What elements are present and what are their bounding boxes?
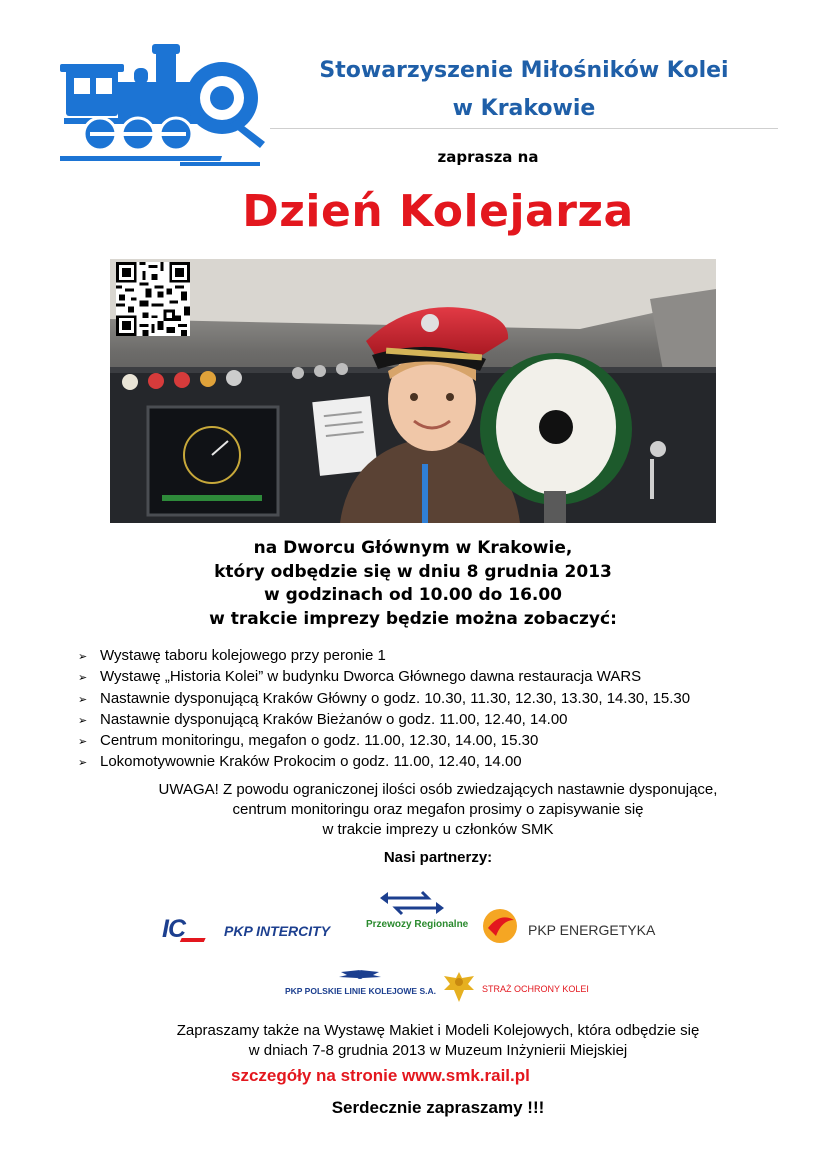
list-item [78, 752, 690, 773]
header-divider [270, 128, 778, 129]
pkp-plk-logo [285, 966, 435, 1002]
eagle-emblem-icon [440, 968, 478, 1008]
website-link[interactable]: szczegóły na stronie www.smk.rail.pl [231, 1066, 530, 1085]
arrow-bullet-icon: ➢ [78, 736, 88, 749]
regional-name: Przewozy Regionalne [366, 919, 469, 930]
pkp-intercity-logo [162, 915, 352, 946]
list-item [78, 689, 690, 710]
list-item-text: Nastawnie dysponującą Kraków Bieżanów o godz. 11.00, 12.40, 14.00 [100, 710, 568, 728]
list-item-text: Lokomotywownie Kraków Prokocim o godz. 11.00, 12.40, 14.00 [100, 753, 522, 771]
footer-line-1: Zapraszamy także na Wystawę Makiet i Modeli Kolejowych, która odbędzie się [176, 1022, 700, 1039]
notice-line-2: centrum monitoringu oraz megafon prosimy o zapisywanie się [232, 801, 644, 818]
energetyka-flame-icon [480, 906, 520, 944]
exhibition-invitation [0, 1021, 826, 1061]
organization-name-line2: w Krakowie [452, 96, 596, 121]
event-location: na Dworcu Głównym w Krakowie, [253, 538, 573, 558]
arrow-bullet-icon: ➢ [78, 757, 88, 770]
list-item-text: Wystawę taboru kolejowego przy peronie 1 [100, 647, 386, 664]
footer-line-2: w dniach 7-8 grudnia 2013 w Muzeum Inżynierii Miejskiej [248, 1042, 628, 1059]
attractions-heading: w trakcie imprezy będzie można zobaczyć: [209, 608, 617, 629]
closing-text: Serdecznie zapraszamy !!! [331, 1098, 545, 1117]
plk-wings-icon [337, 966, 383, 984]
energetyka-name: PKP ENERGETYKA [528, 922, 656, 938]
sok-logo [440, 968, 610, 1010]
pkp-energetyka-logo [480, 906, 660, 946]
list-item-text: Nastawnie dysponującą Kraków Główny o godz. 10.30, 11.30, 12.30, 13.30, 14.30, 15.30 [100, 689, 691, 707]
event-date: który odbędzie się w dniu 8 grudnia 2013 [214, 561, 612, 582]
event-title: Dzień Kolejarza [242, 186, 634, 237]
arrow-bullet-icon: ➢ [78, 714, 88, 727]
sok-name: STRAŻ OCHRONY KOLEI [482, 984, 589, 994]
notice-line-1: UWAGA! Z powodu ograniczonej ilości osób zwiedzających nastawnie dysponujące, [158, 781, 718, 798]
organization-name-line1: Stowarzyszenie Miłośników Kolei [319, 58, 729, 83]
arrow-bullet-icon: ➢ [78, 693, 88, 706]
list-item-text: Centrum monitoringu, megafon o godz. 11.00, 12.30, 14.00, 15.30 [100, 732, 539, 750]
event-photo [110, 259, 716, 523]
notice-line-3: w trakcie imprezy u członków SMK [322, 821, 554, 838]
event-hours: w godzinach od 10.00 do 16.00 [263, 585, 563, 605]
plk-name: PKP POLSKIE LINIE KOLEJOWE S.A. [285, 986, 436, 996]
partners-heading: Nasi partnerzy: [383, 849, 493, 866]
regional-arrows-icon [378, 890, 446, 916]
invites-text: zaprasza na [437, 148, 539, 166]
intercity-name: PKP INTERCITY [224, 923, 331, 939]
przewozy-regionalne-logo [360, 890, 470, 940]
qr-code-icon [114, 262, 192, 336]
list-item [78, 667, 690, 688]
arrow-bullet-icon: ➢ [78, 672, 88, 685]
attractions-list [78, 646, 690, 774]
boy-in-train-cab-photo [110, 259, 716, 523]
list-item [78, 710, 690, 731]
arrow-bullet-icon: ➢ [78, 651, 88, 663]
event-details [0, 537, 826, 631]
list-item [78, 646, 690, 667]
list-item-text: Wystawę „Historia Kolei” w budynku Dworca Głównego dawna restauracja WARS [100, 668, 642, 686]
intercity-ic-mark: IC [162, 915, 185, 943]
list-item [78, 731, 690, 752]
registration-notice [0, 780, 826, 840]
